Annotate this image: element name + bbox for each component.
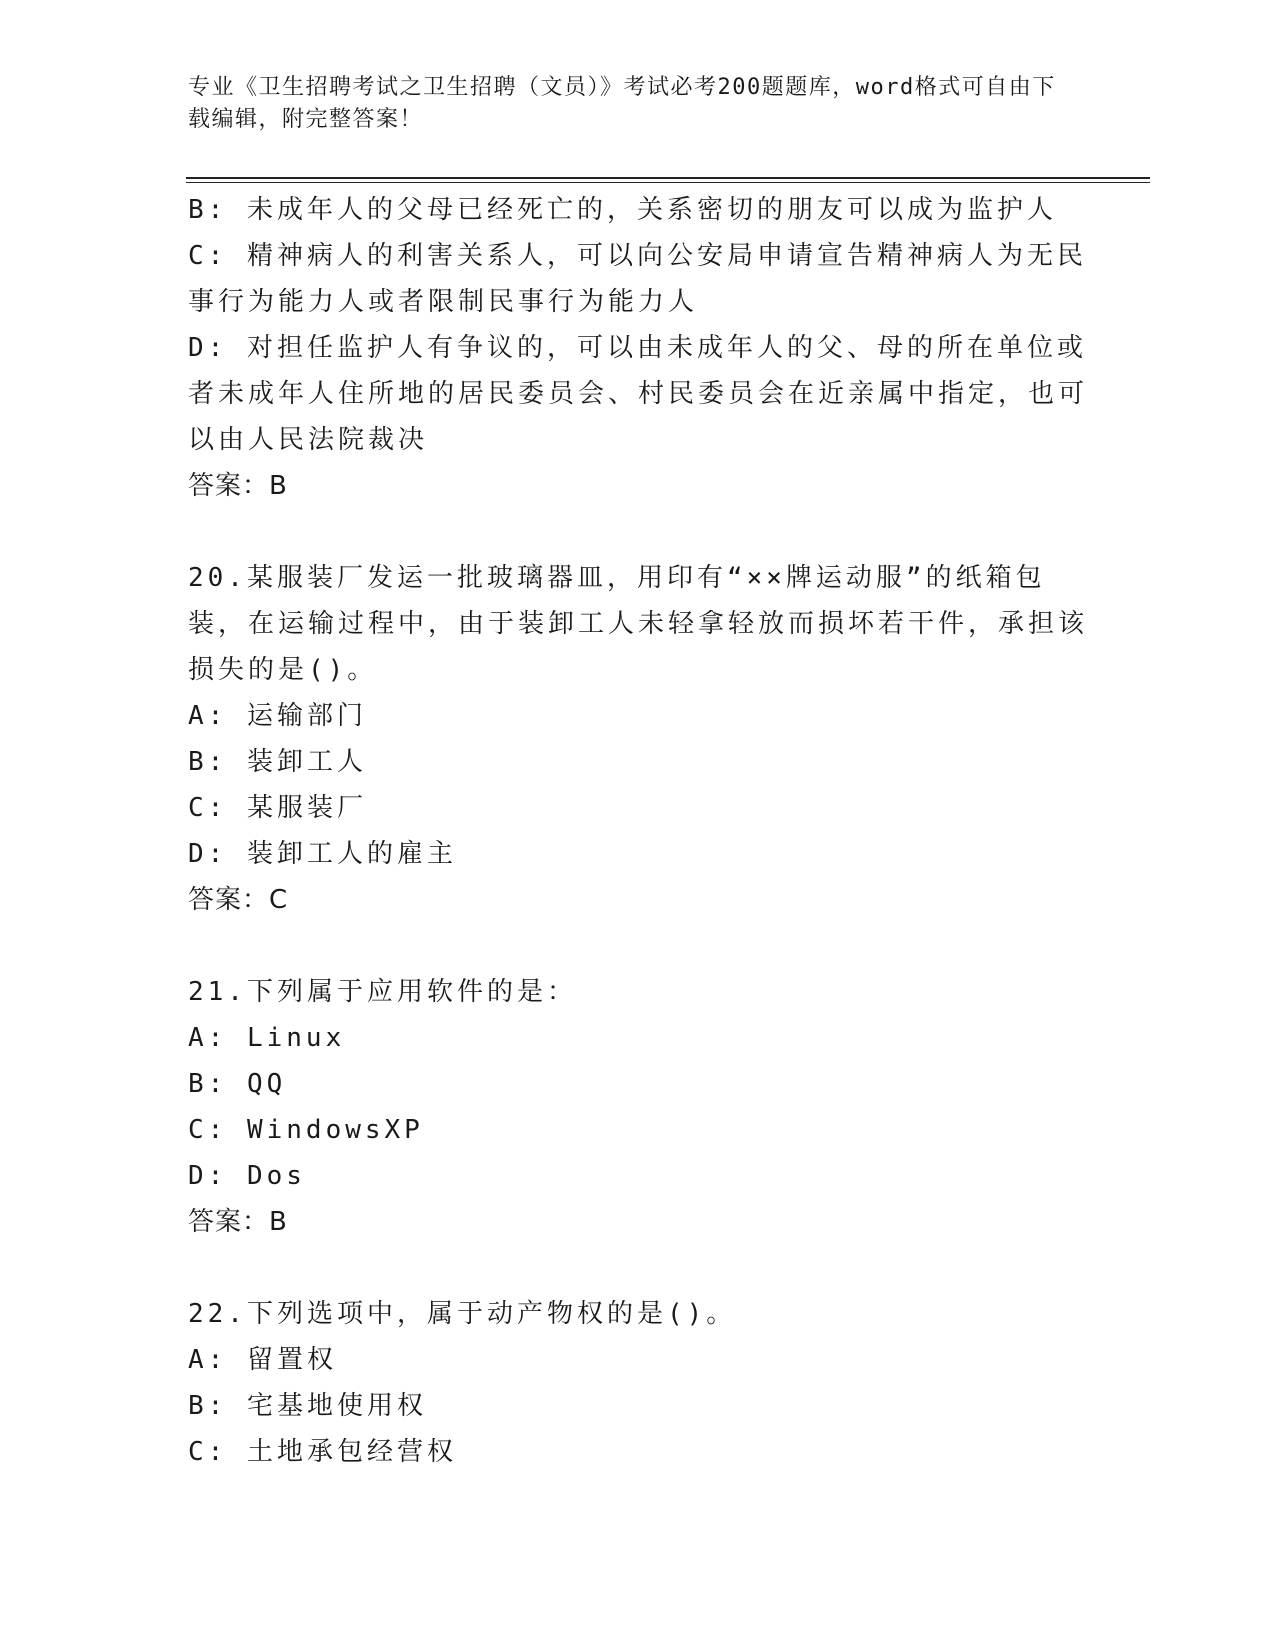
option-c: C: 精神病人的利害关系人，可以向公安局申请宣告精神病人为无民事行为能力人或者限制民事行为能力人 bbox=[188, 241, 1087, 317]
option-a: A: 运输部门 bbox=[188, 701, 367, 731]
option-d: D: 对担任监护人有争议的，可以由未成年人的父、母的所在单位或者未成年人住所地的居民委员会、村民委员会在近亲属中指定，也可以由人民法院裁决 bbox=[188, 333, 1089, 455]
answer-line: 答案：B bbox=[188, 471, 288, 501]
option-d: D: 装卸工人的雇主 bbox=[188, 839, 457, 869]
question-block-19 bbox=[188, 187, 1088, 509]
question-block-20 bbox=[188, 555, 1088, 923]
question-list bbox=[188, 187, 1088, 1475]
spacer bbox=[188, 509, 1088, 555]
option-b: B: 未成年人的父母已经死亡的，关系密切的朋友可以成为监护人 bbox=[188, 195, 1057, 225]
answer-line: 答案：C bbox=[188, 885, 289, 915]
option-c: C: 某服装厂 bbox=[188, 793, 367, 823]
question-text: 22.下列选项中，属于动产物权的是()。 bbox=[188, 1299, 737, 1329]
option-d: D: Dos bbox=[188, 1161, 306, 1191]
question-text: 20.某服装厂发运一批玻璃器皿，用印有“××牌运动服”的纸箱包装，在运输过程中，由于装卸工人未轻拿轻放而损坏若干件，承担该损失的是()。 bbox=[188, 563, 1089, 685]
option-b: B: QQ bbox=[188, 1069, 287, 1099]
question-text: 21.下列属于应用软件的是： bbox=[188, 977, 577, 1007]
option-a: A: 留置权 bbox=[188, 1345, 337, 1375]
spacer bbox=[188, 923, 1088, 969]
option-b: B: 宅基地使用权 bbox=[188, 1391, 427, 1421]
answer-line: 答案：B bbox=[188, 1207, 288, 1237]
option-c: C: 土地承包经营权 bbox=[188, 1437, 457, 1467]
question-block-21 bbox=[188, 969, 1088, 1245]
option-b: B: 装卸工人 bbox=[188, 747, 367, 777]
option-c: C: WindowsXP bbox=[188, 1115, 424, 1145]
question-block-22 bbox=[188, 1291, 1088, 1475]
spacer bbox=[188, 1245, 1088, 1291]
header-rule-thin bbox=[186, 182, 1150, 183]
document-header: 专业《卫生招聘考试之卫生招聘（文员）》考试必考200题题库，word格式可自由下载编辑，附完整答案！ bbox=[188, 75, 1056, 132]
option-a: A: Linux bbox=[188, 1023, 346, 1053]
header-rule-thick bbox=[186, 177, 1150, 179]
